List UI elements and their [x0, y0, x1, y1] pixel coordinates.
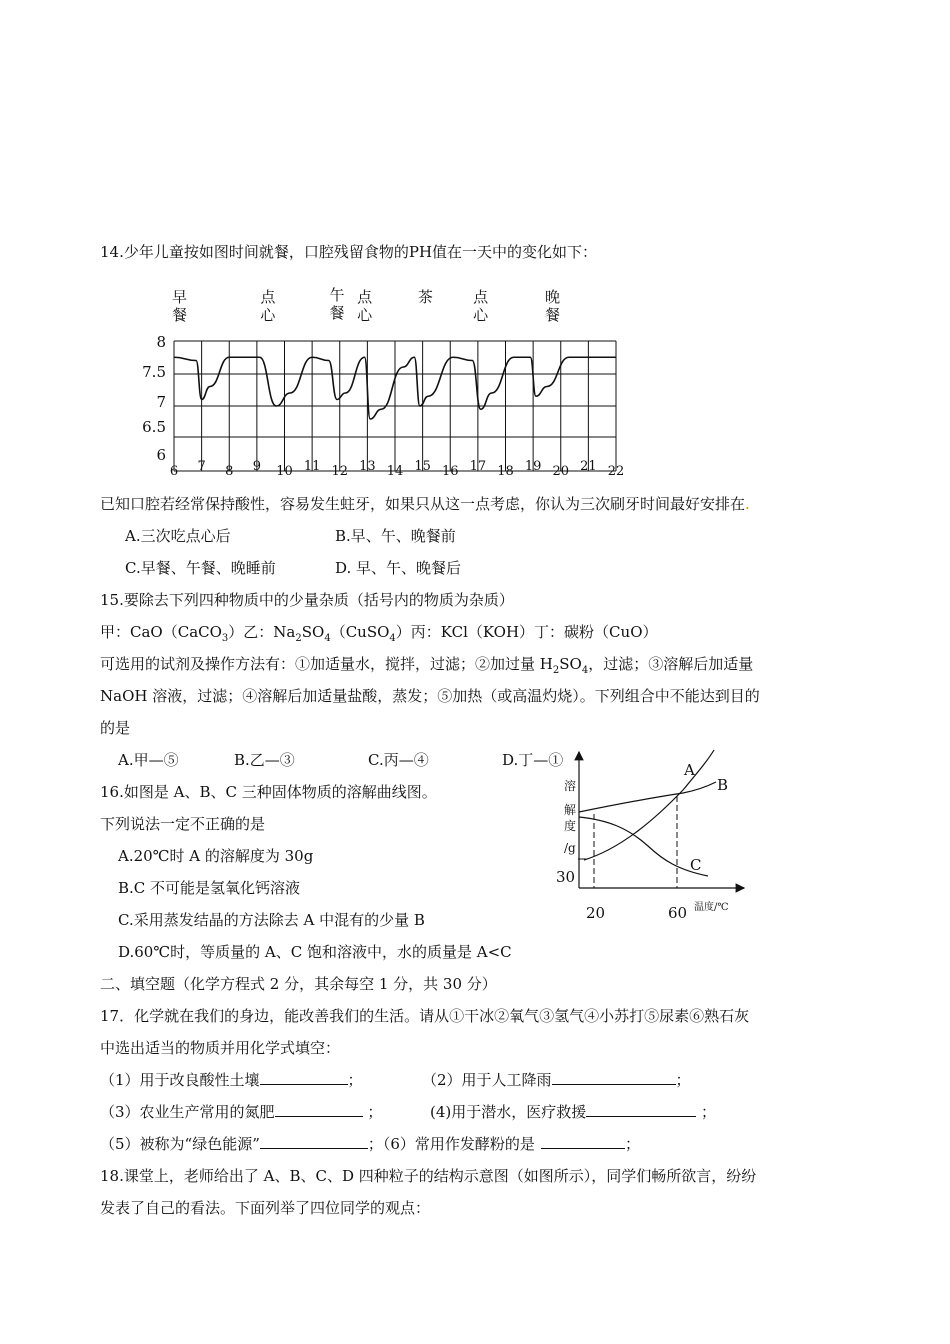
section-2-title: 二、填空题（化学方程式 2 分，其余每空 1 分，共 30 分）: [100, 975, 497, 993]
q15-option-a: A.甲—⑤: [118, 751, 179, 769]
ph-meal-labels: [172, 286, 560, 324]
q15-option-b: B.乙—③: [234, 751, 295, 769]
q16-stem-1: 16.如图是 A、B、C 三种固体物质的溶解曲线图。: [100, 783, 437, 801]
q15-methods-1: 可选用的试剂及操作方法有：①加适量水，搅拌，过滤；②加过量 $H_2SO_4$，过滤；③溶解后加适量: [100, 655, 754, 676]
ph-x-tick-label: 14: [386, 464, 404, 479]
ph-y-tick-label: 6.5: [142, 418, 166, 436]
solubility-y-label-1: 溶: [564, 779, 577, 793]
solubility-x-tick-60: 60: [668, 904, 688, 922]
ph-x-tick-label: 16: [441, 464, 459, 479]
q15-option-c: C.丙—④: [368, 751, 429, 769]
q16-option-a: A.20℃时 A 的溶解度为 30g: [118, 847, 314, 865]
ph-x-tick-label: 11: [303, 459, 321, 474]
q16-option-d: D.60℃时，等质量的 A、C 饱和溶液中，水的质量是 A<C: [118, 943, 512, 961]
ph-x-ticks: [170, 459, 624, 479]
ph-y-tick-label: 6: [156, 446, 166, 464]
q18-line-1: 18.课堂上，老师给出了 A、B、C、D 四种粒子的结构示意图（如图所示），同学们畅所欲言，纷纷: [100, 1167, 757, 1185]
solubility-x-tick-20: 20: [586, 904, 606, 922]
ph-y-tick-label: 7: [156, 393, 166, 411]
answer-blank-1[interactable]: [260, 1070, 348, 1085]
q17-stem-2: 中选出适当的物质并用化学式填空：: [100, 1039, 341, 1057]
ph-x-tick-label: 18: [497, 464, 514, 479]
q17-blank-3: （3）农业生产常用的氮肥 ；: [100, 1103, 383, 1121]
ph-chart-grid: [174, 341, 616, 471]
ph-meal-label: 心: [357, 306, 373, 324]
q17-blank-4: (4)用于潜水，医疗救援 ；: [430, 1103, 717, 1121]
solubility-label-c: C: [690, 856, 702, 874]
ph-y-ticks: [142, 333, 166, 464]
q15-methods-2: NaOH 溶液，过滤；④溶解后加适量盐酸，蒸发；⑤加热（或高温灼烧）。下列组合中不能达到目的: [100, 687, 760, 705]
ph-x-tick-label: 13: [359, 459, 376, 474]
q16-option-b: B.C 不可能是氢氧化钙溶液: [118, 879, 301, 897]
ph-y-tick-label: 8: [156, 333, 166, 351]
solubility-y-label-4: /g: [564, 841, 576, 855]
q14-option-a: A.三次吃点心后: [125, 527, 231, 545]
ph-x-tick-label: 22: [607, 464, 625, 479]
q17-blank-2: （2）用于人工降雨 ；: [422, 1071, 691, 1089]
ph-meal-label: 餐: [544, 306, 560, 324]
q14-option-c: C.早餐、午餐、晚睡前: [125, 559, 276, 577]
ph-x-tick-label: 12: [331, 464, 349, 479]
q17-blank-5: （5）被称为“绿色能源” ；（6）常用作发酵粉的是 ；: [100, 1135, 640, 1153]
ph-meal-label: 餐: [172, 306, 188, 324]
q15-stem: 15.要除去下列四种物质中的少量杂质（括号内的物质为杂质）: [100, 591, 514, 609]
q15-option-d: D.丁—①: [502, 751, 564, 769]
ph-x-tick-label: 7: [197, 459, 206, 474]
ph-y-tick-label: 7.5: [142, 363, 166, 381]
q17-stem-1: 17．化学就在我们的身边，能改善我们的生活。请从①干冰②氧气③氢气④小苏打⑤尿素⑥熟石灰: [100, 1007, 750, 1025]
q14-after: 已知口腔若经常保持酸性，容易发生蛀牙，如果只从这一点考虑，你认为三次刷牙时间最好安排在.: [100, 495, 750, 513]
q16-option-c: C.采用蒸发结晶的方法除去 A 中混有的少量 B: [118, 911, 425, 929]
ph-meal-label: 点: [473, 288, 489, 306]
ph-meal-label: 早: [172, 288, 188, 306]
solubility-y-tick-30: 30: [556, 868, 576, 886]
ph-x-tick-label: 20: [552, 464, 570, 479]
ph-meal-label: 餐: [329, 304, 345, 322]
solubility-y-label-3: 度: [564, 819, 577, 833]
q15-methods-3: 的是: [100, 719, 131, 737]
q14-option-d: D. 早、午、晚餐后: [335, 559, 462, 577]
solubility-label-a: A: [684, 761, 695, 779]
q14-stem: 14.少年儿童按如图时间就餐，口腔残留食物的PH值在一天中的变化如下：: [100, 243, 598, 261]
ph-meal-label: 点: [260, 288, 276, 306]
q15-items: 甲：CaO（CaCO$_3$）乙：$Na_2SO_4(CuSO_4)$丙：KCl（KOH）丁：碳粉（CuO）: [100, 623, 658, 644]
ph-x-tick-label: 10: [276, 464, 293, 479]
q16-stem-2: 下列说法一定不正确的是: [100, 815, 266, 833]
ph-x-tick-label: 6: [169, 464, 179, 479]
ph-meal-label: 晚: [544, 288, 560, 306]
answer-blank-3[interactable]: [275, 1102, 363, 1117]
ph-meal-label: 午: [329, 286, 345, 304]
solubility-curve-b: [579, 782, 716, 812]
ph-x-tick-label: 8: [225, 464, 234, 479]
answer-blank-6[interactable]: [541, 1134, 625, 1149]
solubility-label-b: B: [717, 776, 729, 794]
ph-meal-label: 心: [473, 306, 489, 324]
q18-line-2: 发表了自己的看法。下面列举了四位同学的观点：: [100, 1199, 431, 1217]
q17-blank-1: （1）用于改良酸性土壤 ；: [100, 1071, 363, 1089]
solubility-y-label-2: 解: [564, 803, 577, 817]
ph-x-tick-label: 15: [414, 459, 431, 474]
ph-x-tick-label: 21: [580, 459, 597, 474]
answer-blank-2[interactable]: [552, 1070, 676, 1085]
solubility-x-label: 温度/℃: [694, 902, 729, 913]
ph-meal-label: 点: [357, 288, 373, 306]
solubility-chart: [548, 748, 758, 928]
ph-x-tick-label: 19: [524, 459, 542, 474]
ph-x-tick-label: 9: [252, 459, 262, 474]
answer-blank-5[interactable]: [260, 1134, 368, 1149]
q14-option-b: B.早、午、晚餐前: [335, 527, 456, 545]
ph-chart: [130, 282, 630, 482]
ph-meal-label: 心: [260, 306, 276, 324]
answer-blank-4[interactable]: [586, 1102, 696, 1117]
ph-meal-label: 茶: [417, 288, 433, 306]
ph-x-tick-label: 17: [469, 459, 487, 474]
